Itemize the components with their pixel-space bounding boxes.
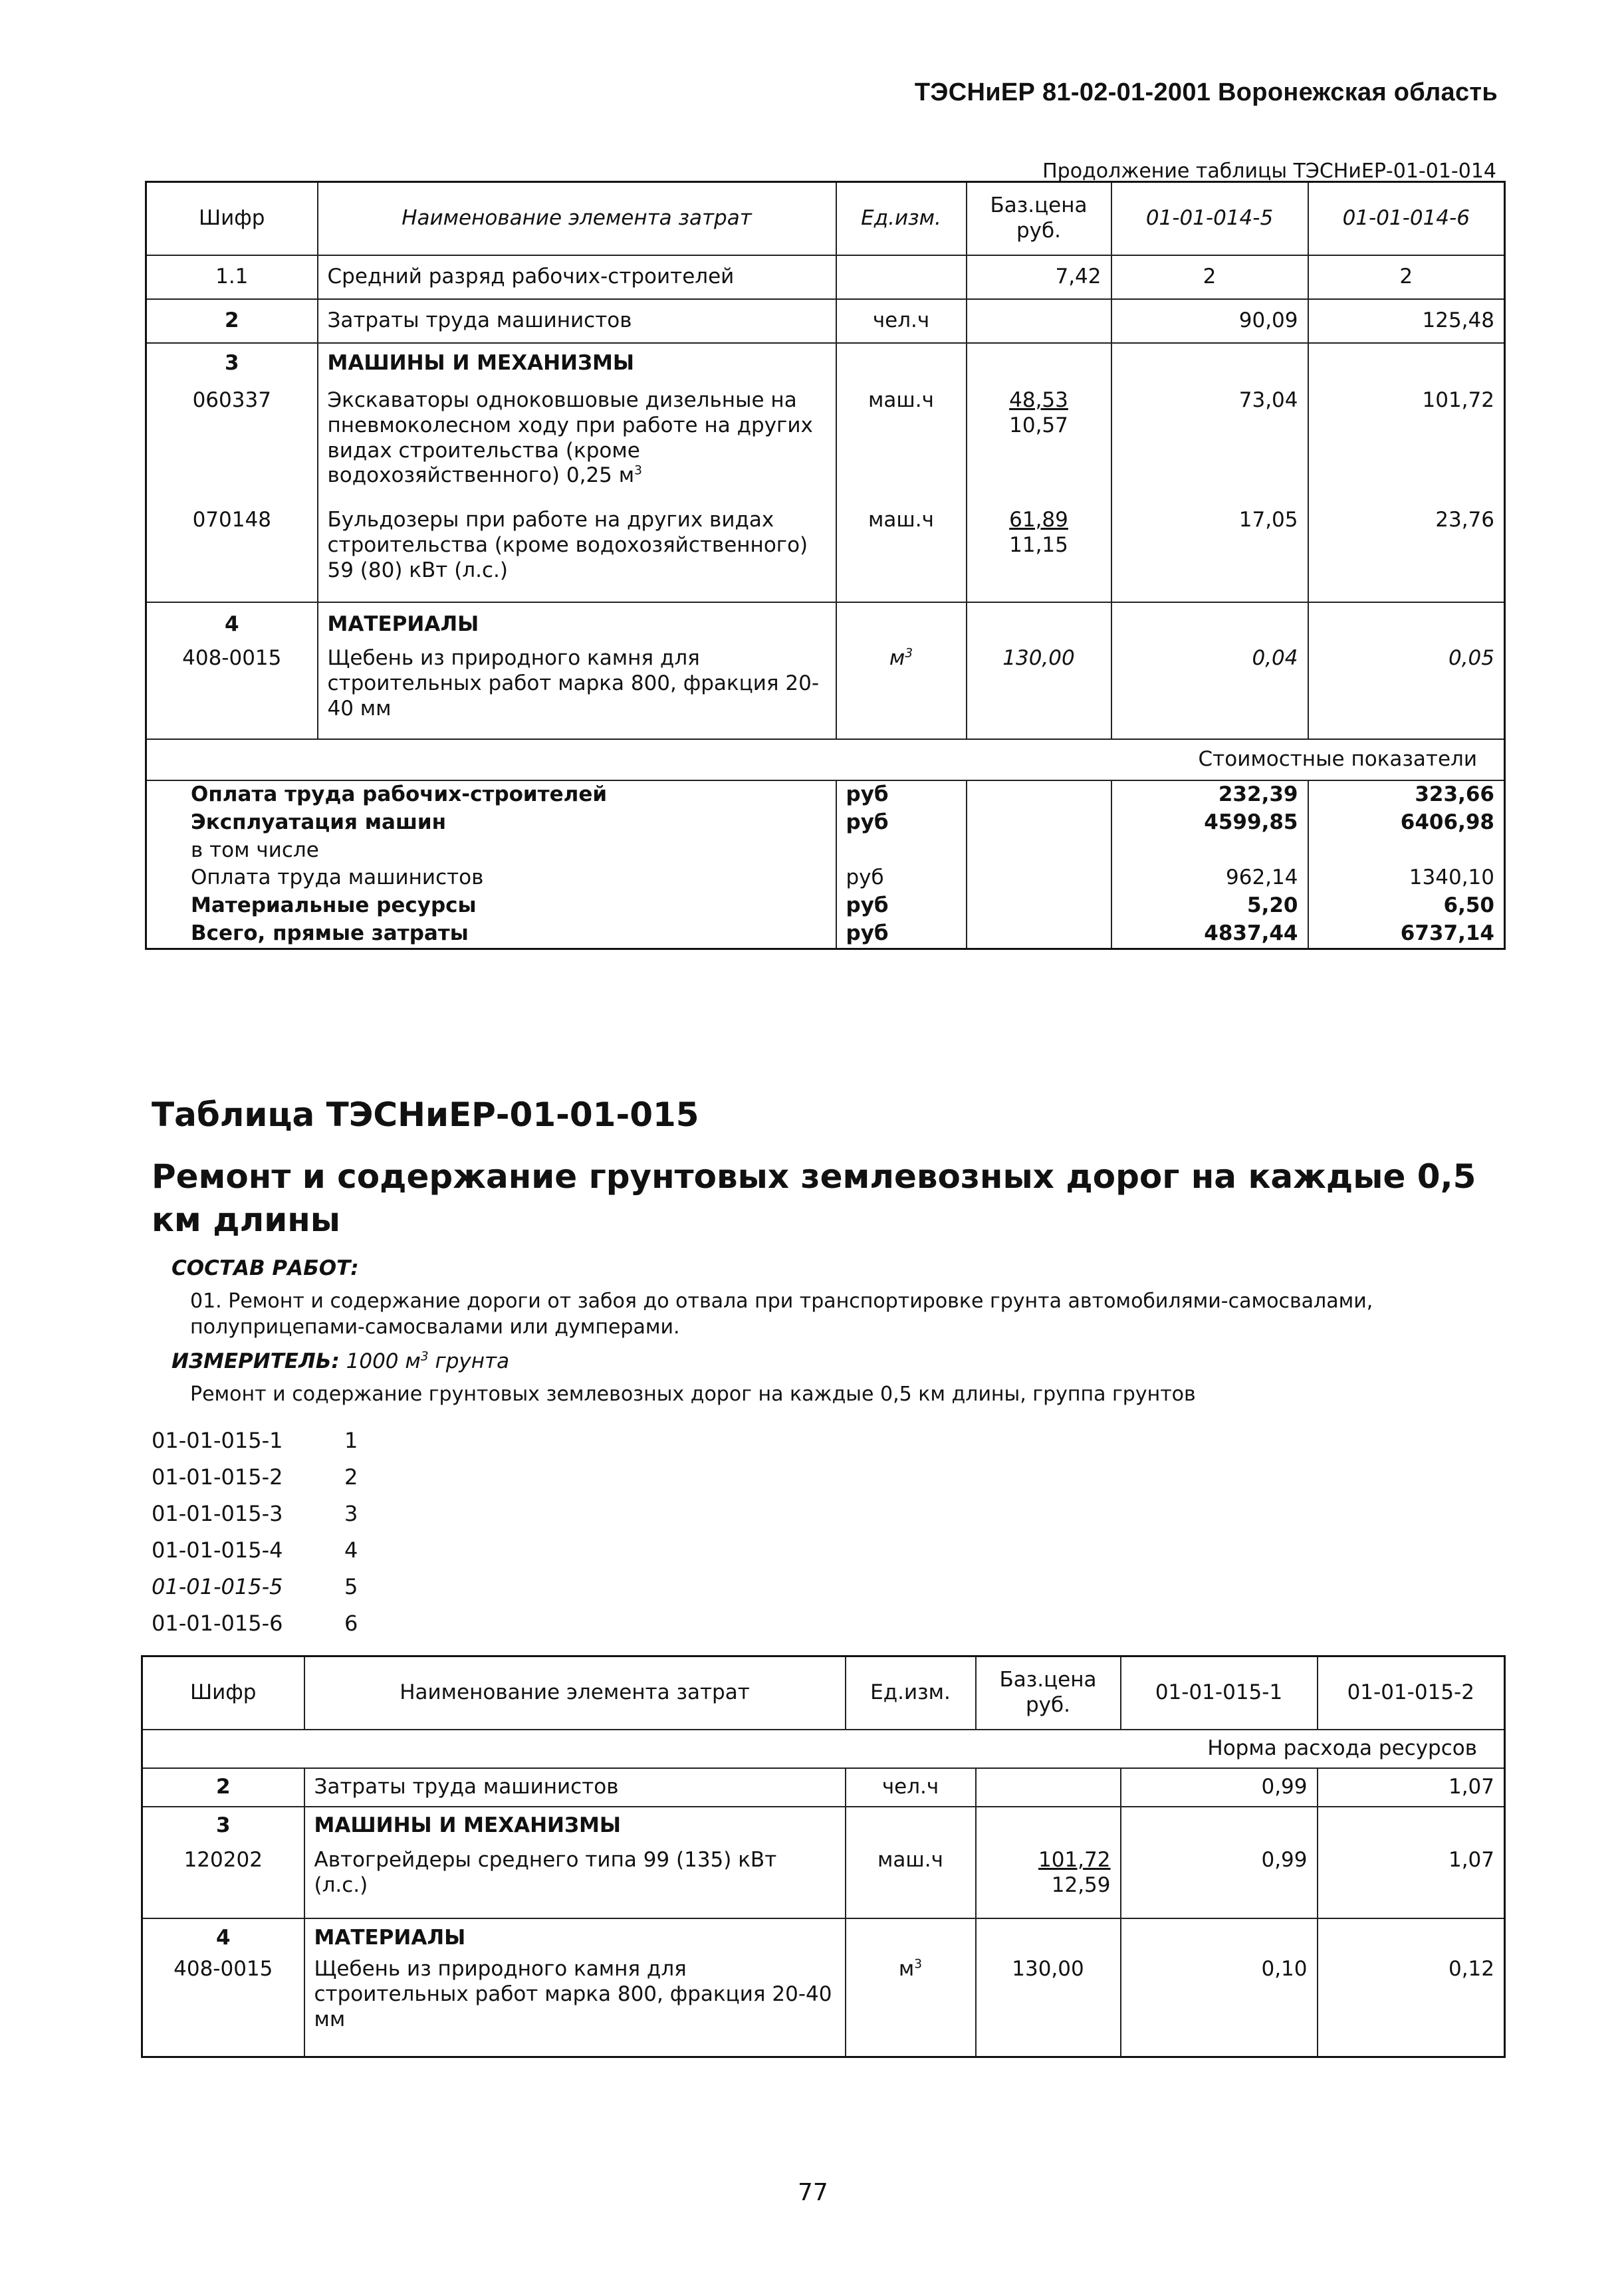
row-name: Затраты труда машинистов xyxy=(318,299,836,343)
row-value-1: 0,99 xyxy=(1121,1768,1318,1807)
price-base: 48,53 xyxy=(1009,388,1068,412)
code-group: 1 xyxy=(344,1428,358,1453)
row-value-1: 90,09 xyxy=(1111,299,1308,343)
row-price xyxy=(967,383,1111,508)
list-item xyxy=(152,1532,358,1569)
summary-price-empty xyxy=(967,920,1111,949)
row-price xyxy=(976,1768,1121,1807)
summary-value-1 xyxy=(1111,837,1308,865)
row-unit: маш.ч xyxy=(836,383,967,508)
table-header-row xyxy=(146,182,1505,256)
measure-value-post: грунта xyxy=(428,1349,510,1373)
row-value-1: 73,04 xyxy=(1111,383,1308,508)
summary-value-1: 5,20 xyxy=(1111,892,1308,920)
row-code: 3 xyxy=(224,350,239,375)
code-number: 01-01-015-2 xyxy=(152,1464,283,1490)
row-unit xyxy=(836,646,967,739)
row-price xyxy=(976,1807,1121,1844)
code-number: 01-01-015-5 xyxy=(152,1574,283,1599)
cost-caption: Стоимостные показатели xyxy=(1198,747,1477,772)
table-row xyxy=(146,299,1505,343)
row-code: 4 xyxy=(224,612,239,636)
summary-value-2: 6,50 xyxy=(1308,892,1505,920)
summary-unit: руб xyxy=(836,809,967,837)
row-unit: чел.ч xyxy=(836,299,967,343)
row-value-1: 17,05 xyxy=(1111,508,1308,602)
row-price: 130,00 xyxy=(976,1957,1121,2057)
norm-caption-row xyxy=(142,1730,1505,1768)
unit-sup: 3 xyxy=(905,646,913,661)
code-number: 01-01-015-4 xyxy=(152,1537,283,1563)
row-value-1 xyxy=(1121,1807,1318,1844)
table-row-group-heading xyxy=(142,1918,1505,1957)
column-header-unit: Ед.изм. xyxy=(846,1656,976,1730)
code-list xyxy=(152,1422,358,1642)
price-wage: 11,15 xyxy=(1009,532,1068,557)
row-price xyxy=(976,1918,1121,1957)
table-row xyxy=(146,508,1505,602)
row-name: МАТЕРИАЛЫ xyxy=(318,602,836,646)
column-header-price: Баз.цена руб. xyxy=(976,1656,1121,1730)
code-group: 5 xyxy=(344,1574,358,1599)
code-group: 3 xyxy=(344,1501,358,1526)
row-value-1 xyxy=(1111,602,1308,646)
summary-price-empty xyxy=(967,837,1111,865)
row-unit: маш.ч xyxy=(846,1844,976,1918)
summary-value-1: 4599,85 xyxy=(1111,809,1308,837)
row-name: МАШИНЫ И МЕХАНИЗМЫ xyxy=(318,343,836,383)
row-value-2: 23,76 xyxy=(1308,508,1505,602)
row-unit xyxy=(836,602,967,646)
row-code: 2 xyxy=(215,1775,231,1799)
measure-line xyxy=(172,1349,509,1373)
code-group: 2 xyxy=(344,1464,358,1490)
summary-value-1: 232,39 xyxy=(1111,780,1308,809)
cost-caption-row xyxy=(146,739,1505,780)
summary-row xyxy=(146,892,1505,920)
column-header-code-2: 01-01-015-2 xyxy=(1318,1656,1505,1730)
column-header-name: Наименование элемента затрат xyxy=(304,1656,846,1730)
norm-caption: Норма расхода ресурсов xyxy=(1207,1736,1477,1761)
summary-row xyxy=(146,837,1505,865)
column-header-code: Шифр xyxy=(190,1680,257,1705)
summary-value-2: 6737,14 xyxy=(1308,920,1505,949)
row-name: Бульдозеры при работе на других видах строительства (кроме водохозяйственного) 59 (80) кВт (л.с.) xyxy=(318,508,836,602)
summary-row xyxy=(146,780,1505,809)
summary-label: Оплата труда машинистов xyxy=(191,865,484,890)
column-header-code-6: 01-01-014-6 xyxy=(1308,182,1505,256)
row-code: 070148 xyxy=(192,508,271,532)
row-value-2: 0,12 xyxy=(1318,1957,1505,2057)
measure-value-pre: 1000 м xyxy=(346,1349,421,1373)
resource-table-015 xyxy=(141,1655,1506,2058)
row-value-2: 2 xyxy=(1308,255,1505,299)
summary-value-1: 962,14 xyxy=(1111,864,1308,892)
column-header-code-5: 01-01-014-5 xyxy=(1111,182,1308,256)
summary-label: Оплата труда рабочих-строителей xyxy=(191,782,608,806)
summary-unit: руб xyxy=(836,780,967,809)
column-header-unit: Ед.изм. xyxy=(836,182,967,256)
price-wage: 12,59 xyxy=(1051,1873,1111,1897)
row-unit xyxy=(846,1957,976,2057)
summary-unit: руб xyxy=(836,920,967,949)
table-row xyxy=(142,1957,1505,2057)
work-composition-label: СОСТАВ РАБОТ: xyxy=(172,1256,359,1280)
row-price: 130,00 xyxy=(967,646,1111,739)
resource-table-014 xyxy=(145,181,1506,950)
code-number: 01-01-015-6 xyxy=(152,1611,283,1636)
row-value-2 xyxy=(1318,1918,1505,1957)
unit-text: м xyxy=(898,1957,915,1981)
table-row xyxy=(146,255,1505,299)
row-name: МАШИНЫ И МЕХАНИЗМЫ xyxy=(304,1807,846,1844)
row-value-2: 0,05 xyxy=(1308,646,1505,739)
row-value-2 xyxy=(1308,343,1505,383)
list-item xyxy=(152,1605,358,1642)
table-header-row xyxy=(142,1656,1505,1730)
summary-value-2: 323,66 xyxy=(1308,780,1505,809)
summary-label: Всего, прямые затраты xyxy=(191,921,469,946)
row-price xyxy=(967,508,1111,602)
row-code: 2 xyxy=(224,308,239,333)
list-item xyxy=(152,1496,358,1532)
row-name: Щебень из природного камня для строительных работ марка 800, фракция 20-40 мм xyxy=(318,646,836,739)
summary-row xyxy=(146,864,1505,892)
row-name-sup: 3 xyxy=(634,464,642,479)
row-code: 4 xyxy=(215,1925,231,1950)
row-value-2 xyxy=(1308,602,1505,646)
list-item xyxy=(152,1459,358,1496)
row-value-2: 1,07 xyxy=(1318,1768,1505,1807)
code-group: 4 xyxy=(344,1537,358,1563)
row-code: 3 xyxy=(215,1813,231,1837)
summary-price-empty xyxy=(967,892,1111,920)
row-value-2 xyxy=(1318,1807,1505,1844)
summary-row xyxy=(146,809,1505,837)
row-code: 408-0015 xyxy=(174,1957,273,1981)
code-number: 01-01-015-1 xyxy=(152,1428,283,1453)
measure-value xyxy=(346,1349,509,1373)
summary-unit: руб xyxy=(836,892,967,920)
price-wage: 10,57 xyxy=(1009,413,1068,437)
column-header-code: Шифр xyxy=(199,206,265,231)
row-value-2: 125,48 xyxy=(1308,299,1505,343)
column-header-name: Наименование элемента затрат xyxy=(318,182,836,256)
row-code: 060337 xyxy=(192,388,271,412)
summary-price-empty xyxy=(967,864,1111,892)
section-heading: Ремонт и содержание грунтовых землевозных дорог на каждые 0,5 км длины xyxy=(152,1157,1476,1239)
summary-value-1: 4837,44 xyxy=(1111,920,1308,949)
table-row xyxy=(142,1768,1505,1807)
list-item xyxy=(152,1422,358,1459)
unit-text: м xyxy=(889,646,905,670)
list-item xyxy=(152,1569,358,1605)
row-value-2: 1,07 xyxy=(1318,1844,1505,1918)
row-name: МАТЕРИАЛЫ xyxy=(304,1918,846,1957)
summary-row xyxy=(146,920,1505,949)
row-value-2: 101,72 xyxy=(1308,383,1505,508)
row-name xyxy=(318,383,836,508)
row-price: 7,42 xyxy=(967,255,1111,299)
table-row-group-heading xyxy=(142,1807,1505,1844)
row-price xyxy=(976,1844,1121,1918)
table-row-group-heading xyxy=(146,343,1505,383)
row-name: Затраты труда машинистов xyxy=(304,1768,846,1807)
row-price xyxy=(967,602,1111,646)
table-row-group-heading xyxy=(146,602,1505,646)
row-value-1 xyxy=(1121,1918,1318,1957)
table-row xyxy=(146,383,1505,508)
row-value-1: 2 xyxy=(1111,255,1308,299)
row-price xyxy=(967,299,1111,343)
summary-label: Эксплуатация машин xyxy=(191,810,447,834)
table-title: Таблица ТЭСНиЕР-01-01-015 xyxy=(152,1095,699,1134)
row-value-1: 0,99 xyxy=(1121,1844,1318,1918)
row-unit: маш.ч xyxy=(836,508,967,602)
row-value-1 xyxy=(1111,343,1308,383)
work-composition-text: 01. Ремонт и содержание дороги от забоя до отвала при транспортировке грунта автомобилями-самосвалами, полуприцепами-самосвалами или думперами. xyxy=(190,1290,1373,1339)
price-base: 101,72 xyxy=(1038,1848,1111,1872)
group-subheading: Ремонт и содержание грунтовых землевозных дорог на каждые 0,5 км длины, группа грунтов xyxy=(190,1383,1196,1406)
continuation-caption: Продолжение таблицы ТЭСНиЕР-01-01-014 xyxy=(1042,160,1496,183)
row-unit xyxy=(836,343,967,383)
measure-label: ИЗМЕРИТЕЛЬ: xyxy=(172,1349,340,1373)
page-number: 77 xyxy=(798,2179,828,2206)
table-row xyxy=(146,646,1505,739)
summary-label: в том числе xyxy=(191,838,319,862)
row-price xyxy=(967,343,1111,383)
summary-unit: руб xyxy=(836,864,967,892)
row-name: Средний разряд рабочих-строителей xyxy=(318,255,836,299)
column-header-price: Баз.цена руб. xyxy=(967,182,1111,256)
price-base: 61,89 xyxy=(1009,508,1068,532)
row-value-1: 0,10 xyxy=(1121,1957,1318,2057)
summary-value-2 xyxy=(1308,837,1505,865)
row-name: Щебень из природного камня для строительных работ марка 800, фракция 20-40 мм xyxy=(304,1957,846,2057)
summary-price-empty xyxy=(967,780,1111,809)
row-code: 120202 xyxy=(183,1848,263,1872)
row-unit xyxy=(846,1918,976,1957)
row-value-1: 0,04 xyxy=(1111,646,1308,739)
summary-label: Материальные ресурсы xyxy=(191,893,477,918)
row-name: Автогрейдеры среднего типа 99 (135) кВт (л.с.) xyxy=(304,1844,846,1918)
row-unit xyxy=(836,255,967,299)
summary-value-2: 1340,10 xyxy=(1308,864,1505,892)
row-unit: чел.ч xyxy=(846,1768,976,1807)
row-unit xyxy=(846,1807,976,1844)
column-header-code-1: 01-01-015-1 xyxy=(1121,1656,1318,1730)
summary-unit xyxy=(836,837,967,865)
unit-sup: 3 xyxy=(914,1957,923,1972)
row-code: 1.1 xyxy=(215,265,249,289)
code-group: 6 xyxy=(344,1611,358,1636)
summary-price-empty xyxy=(967,809,1111,837)
code-number: 01-01-015-3 xyxy=(152,1501,283,1526)
table-row xyxy=(142,1844,1505,1918)
summary-value-2: 6406,98 xyxy=(1308,809,1505,837)
row-name-text: Экскаваторы одноковшовые дизельные на пневмоколесном ходу при работе на других видах строительства (кроме водохозяйственного) 0,25 м xyxy=(327,388,813,488)
document-header: ТЭСНиЕР 81-02-01-2001 Воронежская область xyxy=(914,78,1498,106)
measure-value-sup: 3 xyxy=(420,1349,429,1364)
row-code: 408-0015 xyxy=(182,646,282,670)
